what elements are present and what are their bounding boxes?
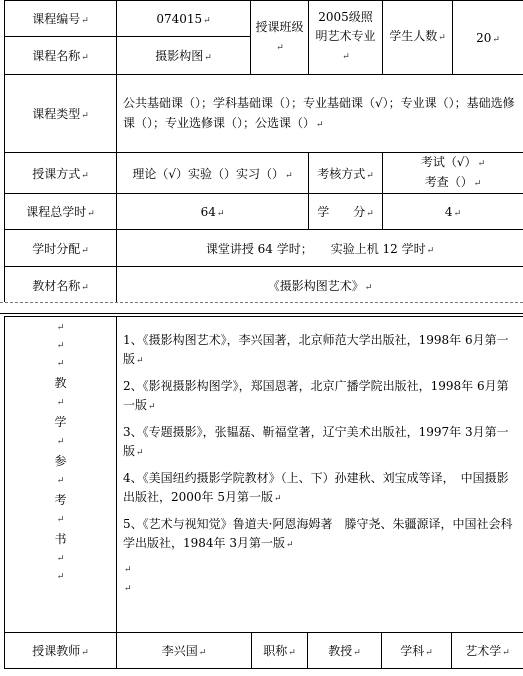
references-table: [4, 316, 523, 669]
title-value: 教授↵: [308, 633, 382, 669]
course-name-value: 摄影构图↵: [117, 37, 251, 75]
reference-item: 5、《艺术与视知觉》鲁道夫·阿恩海姆著 滕守尧、朱疆源译，中国社会科学出版社，1984年 3月第一版↵: [123, 517, 513, 550]
references-list: [117, 317, 523, 633]
references-label-char: 教: [54, 376, 67, 390]
teaching-method-label: 授课方式↵: [5, 153, 117, 194]
credit-label: 学 分↵: [309, 194, 383, 230]
assessment-exam: 考试（√）↵: [420, 155, 486, 169]
total-hours-value: 64↵: [117, 194, 309, 230]
course-name-label: 课程名称↵: [5, 37, 117, 75]
references-label-char: 书: [54, 532, 67, 546]
references-label-char: 考: [54, 493, 67, 507]
discipline-value: 艺术学↵: [452, 633, 523, 669]
reference-item: 4、《美国纽约摄影学院教材》（上、下）孙建秋、刘宝成等译， 中国摄影出版社，2000年 5月第一版↵: [123, 471, 509, 504]
course-code-label: 课程编号↵: [5, 1, 117, 37]
reference-item: 1、《摄影构图艺术》，李兴国著，北京师范大学出版社，1998年 6月第一版↵: [123, 333, 509, 366]
teacher-value: 李兴国↵: [117, 633, 252, 669]
reference-item: 2、《影视摄影构图学》，郑国恩著，北京广播学院出版社，1998年 6月第一版↵: [123, 379, 509, 412]
title-label: 职称↵: [252, 633, 308, 669]
course-code-value: 074015↵: [117, 1, 251, 37]
student-count-label: 学生人数↵: [383, 1, 453, 75]
assessment-value: [383, 153, 523, 194]
blank-line: ↵: [124, 584, 132, 594]
reference-item: 3、《专题摄影》，张韫磊、靳福堂著，辽宁美术出版社，1997年 3月第一版↵: [123, 425, 509, 458]
discipline-label: 学科↵: [382, 633, 452, 669]
blank-line: ↵: [124, 565, 132, 575]
references-label-char: 学: [54, 415, 67, 429]
assessment-check: 考查（）↵: [424, 175, 482, 189]
class-label: 授课班级↵: [251, 1, 309, 75]
hours-split-label: 学时分配↵: [5, 230, 117, 267]
assessment-label: 考核方式↵: [309, 153, 383, 194]
course-type-value: 公共基础课（）；学科基础课（）；专业基础课（√）；专业课（）；基础选修课（）；专业选修课（）；公选课（）↵: [117, 75, 523, 153]
textbook-label: 教材名称↵: [5, 267, 117, 304]
page-break: [0, 302, 523, 314]
references-label: ↵ ↵ ↵ 教 ↵ 学 ↵ 参 ↵ 考 ↵ 书 ↵ ↵: [5, 317, 117, 633]
course-info-table: [4, 0, 523, 304]
student-count-value: 20↵: [453, 1, 523, 75]
credit-value: 4↵: [383, 194, 523, 230]
total-hours-label: 课程总学时↵: [5, 194, 117, 230]
hours-split-value: 课堂讲授 64 学时； 实验上机 12 学时↵: [117, 230, 523, 267]
course-type-label: 课程类型↵: [5, 75, 117, 153]
teaching-method-value: 理论（√）实验（）实习（）↵: [117, 153, 309, 194]
textbook-value: 《摄影构图艺术》↵: [117, 267, 523, 304]
teacher-label: 授课教师↵: [5, 633, 117, 669]
references-label-char: 参: [54, 454, 67, 468]
class-value: 2005级照明艺术专业↵: [309, 1, 383, 75]
